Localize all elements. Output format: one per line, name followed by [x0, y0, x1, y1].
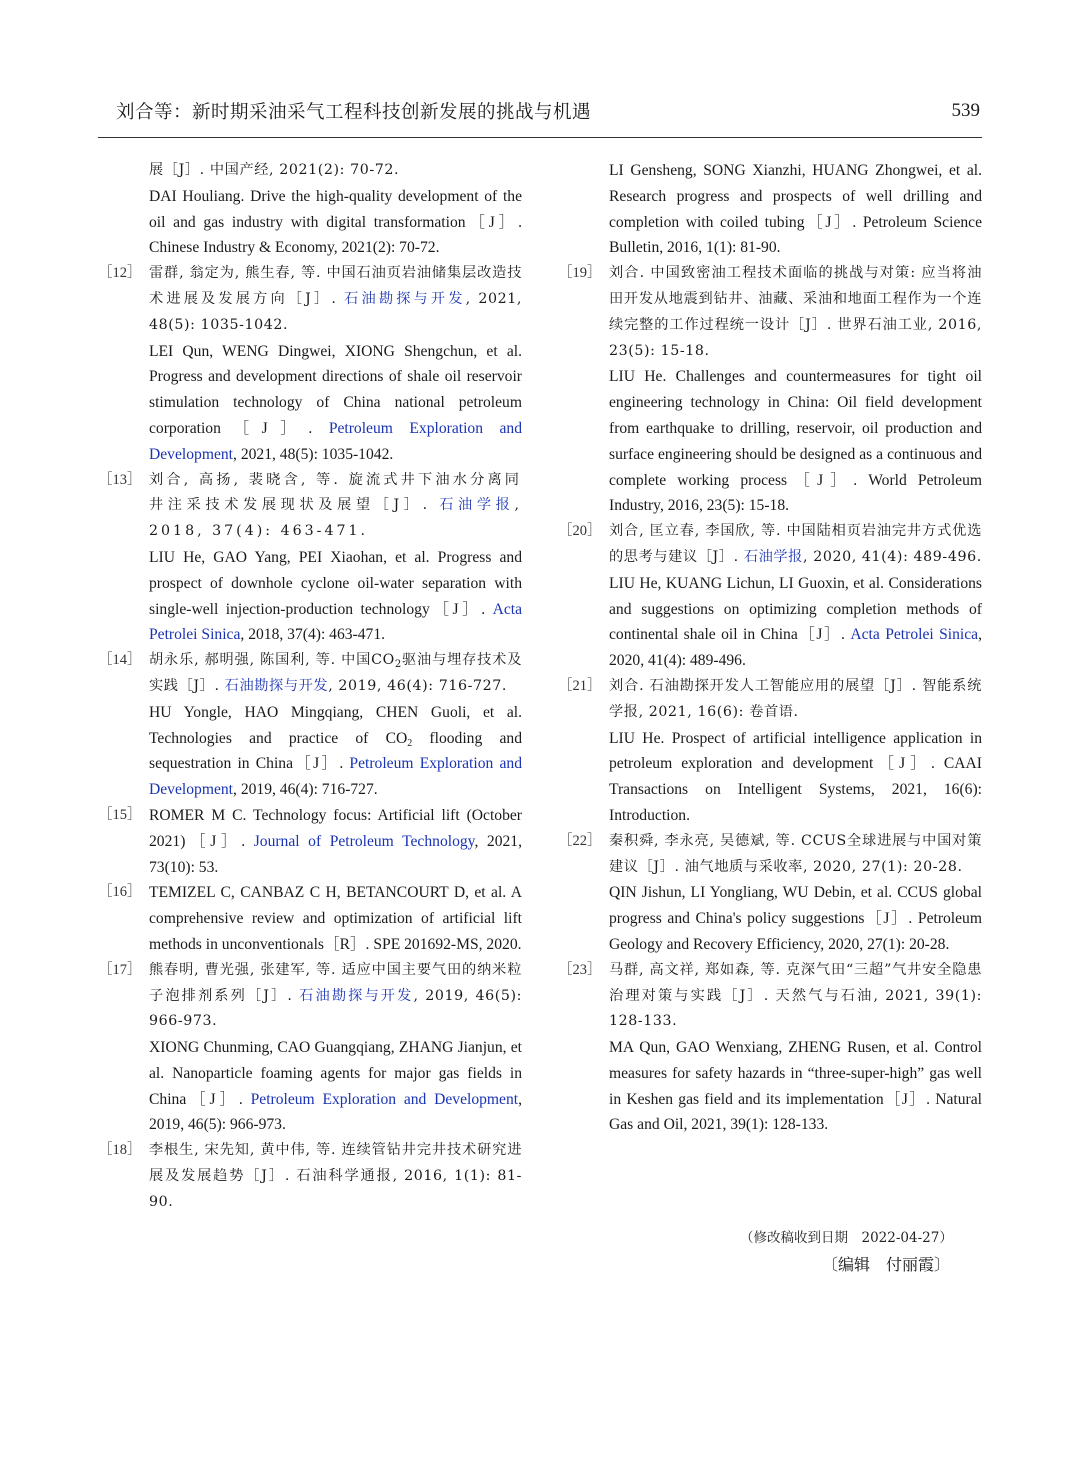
- reference-zh: 刘合. 石油勘探开发人工智能应用的展望［J］. 智能系统学报, 2021, 16(6): 卷首语.: [609, 677, 982, 720]
- reference-en: LIU He, KUANG Lichun, LI Guoxin, et al. Considerations and suggestions on optimizing completion methods of continental shale oil in China［J］. Acta Petrolei Sinica, 2020, 41(4): 489-496.: [609, 574, 982, 670]
- reference-en: LIU He. Challenges and countermeasures for tight oil engineering technology in China: Oil field development from earthquake to drilling, reservoir, oil production and surface engineering should be designed as a continuous and complete working process［J］. World Petroleum Industry, 2016, 23(5): 15-18.: [609, 368, 982, 515]
- editor-credit: 〔编辑 付丽霞〕: [822, 1255, 951, 1274]
- reference-zh: 刘合. 中国致密油工程技术面临的挑战与对策: 应当将油田开发从地震到钻井、油藏、采油和地面工程作为一个连续完整的工作过程统一设计［J］. 世界石油工业, 2016, 23(5): 15-18.: [609, 265, 982, 359]
- reference-en: LEI Qun, WENG Dingwei, XIONG Shengchun, et al. Progress and development directions of shale oil reservoir stimulation technology of China national petroleum corporation［J］. Petroleum Exploration and Development, 2021, 48(5): 1035-1042.: [149, 342, 522, 463]
- reference-11-continued: [98, 158, 522, 261]
- reference-number: ［15］: [98, 806, 142, 823]
- reference-number: ［17］: [98, 961, 142, 978]
- journal-link[interactable]: Acta Petrolei Sinica: [149, 600, 522, 644]
- reference-en: LIU He. Prospect of artificial intelligence application in petroleum exploration and development［J］. CAAI Transactions on Intelligent Systems, 2021, 16(6): Introduction.: [609, 729, 982, 824]
- reference-number: ［13］: [98, 471, 142, 488]
- reference-19: [558, 261, 982, 519]
- page-number: 539: [951, 100, 980, 121]
- journal-link[interactable]: 石油学报: [743, 548, 803, 565]
- reference-en: HU Yongle, HAO Mingqiang, CHEN Guoli, et al. Technologies and practice of $CO_2$ flooding and sequestration in China［J］. Petroleum Exploration and Development, 2019, 46(4): 716-727.: [149, 703, 522, 799]
- reference-number: ［14］: [98, 652, 142, 669]
- reference-number: ［22］: [558, 832, 602, 849]
- reference-zh: 秦积舜, 李永亮, 吴德斌, 等. CCUS全球进展与中国对策建议［J］. 油气地质与采收率, 2020, 27(1): 20-28.: [609, 832, 982, 875]
- reference-zh: 展［J］. 中国产经, 2021(2): 70-72.: [149, 162, 400, 178]
- reference-20: [558, 519, 982, 674]
- reference-17: [98, 958, 522, 1139]
- reference-number: ［21］: [558, 677, 602, 694]
- reference-number: ［20］: [558, 523, 602, 540]
- journal-link[interactable]: 石油勘探与开发: [299, 987, 414, 1004]
- right-column: [558, 158, 982, 1138]
- reference-number: ［16］: [98, 884, 142, 901]
- journal-link[interactable]: Petroleum Exploration and Development: [250, 1090, 519, 1108]
- reference-zh: 马群, 高文祥, 郑如森, 等. 克深气田“三超”气井安全隐患治理对策与实践［J］. 天然气与石油, 2021, 39(1): 128-133.: [609, 961, 982, 1030]
- journal-link[interactable]: Journal of Petroleum Technology: [253, 832, 475, 850]
- journal-link[interactable]: 石油勘探与开发: [224, 677, 329, 694]
- journal-link[interactable]: Petroleum Exploration and Development: [149, 755, 522, 799]
- reference-zh: 胡永乐, 郝明强, 陈国利, 等. 中国$CO_2$驱油与埋存技术及实践［J］. 石油勘探与开发, 2019, 46(4): 716-727.: [149, 652, 522, 694]
- reference-en: DAI Houliang. Drive the high-quality development of the oil and gas industry with digital transformation［J］. Chinese Industry & Economy, 2021(2): 70-72.: [149, 187, 522, 257]
- reference-13: [98, 468, 522, 649]
- reference-18-continued: [558, 158, 982, 261]
- reference-number: ［19］: [558, 265, 602, 282]
- reference-16: [98, 880, 522, 957]
- reference-zh: 熊春明, 曹光强, 张建军, 等. 适应中国主要气田的纳米粒子泡排剂系列［J］. 石油勘探与开发, 2019, 46(5): 966-973.: [149, 961, 523, 1030]
- reference-en: QIN Jishun, LI Yongliang, WU Debin, et al. CCUS global progress and China's policy suggestions［J］. Petroleum Geology and Recovery Efficiency, 2020, 27(1): 20-28.: [609, 884, 982, 953]
- reference-en: MA Qun, GAO Wenxiang, ZHENG Rusen, et al. Control measures for safety hazards in “three-super-high” gas well in Keshen gas field and its implementation［J］. Natural Gas and Oil, 2021, 39(1): 128-133.: [609, 1039, 982, 1134]
- reference-en: ROMER M C. Technology focus: Artificial lift (October 2021)［J］. Journal of Petroleum Technology, 2021, 73(10): 53.: [149, 806, 522, 876]
- reference-number: ［18］: [98, 1142, 142, 1159]
- reference-18: [98, 1138, 522, 1215]
- reference-14: [98, 648, 522, 803]
- reference-en: LI Gensheng, SONG Xianzhi, HUANG Zhongwei, et al. Research progress and prospects of well drilling and completion with coiled tubing［J］. Petroleum Science Bulletin, 2016, 1(1): 81-90.: [609, 162, 982, 257]
- reference-number: ［23］: [558, 961, 602, 978]
- reference-en: TEMIZEL C, CANBAZ C H, BETANCOURT D, et al. A comprehensive review and optimization of artificial lift methods in unconventionals［R］. SPE 201692-MS, 2020.: [149, 884, 522, 953]
- reference-en: XIONG Chunming, CAO Guangqiang, ZHANG Jianjun, et al. Nanoparticle foaming agents for major gas fields in China［J］. Petroleum Exploration and Development, 2019, 46(5): 966-973.: [149, 1039, 523, 1134]
- reference-12: [98, 261, 522, 467]
- journal-link[interactable]: Petroleum Exploration and Development: [149, 419, 522, 463]
- journal-link[interactable]: 石油学报: [439, 497, 515, 514]
- reference-zh: 雷群, 翁定为, 熊生春, 等. 中国石油页岩油储集层改造技术进展及发展方向［J］. 石油勘探与开发, 2021, 48(5): 1035-1042.: [149, 265, 522, 333]
- reference-zh: 刘合, 高扬, 裴晓含, 等. 旋流式井下油水分离同井注采技术发展现状及展望［J］. 石油学报, 2018, 37(4): 463-471.: [149, 471, 522, 540]
- journal-link[interactable]: 石油勘探与开发: [344, 290, 466, 307]
- reference-22: [558, 829, 982, 958]
- reference-zh: 刘合, 匡立春, 李国欣, 等. 中国陆相页岩油完井方式优选的思考与建议［J］. 石油学报, 2020, 41(4): 489-496.: [609, 523, 982, 565]
- running-header: [98, 92, 982, 138]
- reference-23: [558, 958, 982, 1139]
- reference-15: [98, 803, 522, 880]
- journal-link[interactable]: Acta Petrolei Sinica: [850, 626, 979, 644]
- left-column: [98, 158, 522, 1216]
- reference-21: [558, 674, 982, 829]
- reference-en: LIU He, GAO Yang, PEI Xiaohan, et al. Progress and prospect of downhole cyclone oil-water separation with single-well injection-production technology［J］. Acta Petrolei Sinica, 2018, 37(4): 463-471.: [149, 548, 522, 644]
- received-date: （修改稿收到日期 2022-04-27）: [740, 1230, 953, 1246]
- reference-zh: 李根生, 宋先知, 黄中伟, 等. 连续管钻井完井技术研究进展及发展趋势［J］. 石油科学通报, 2016, 1(1): 81-90.: [149, 1142, 522, 1210]
- reference-number: ［12］: [98, 265, 142, 282]
- running-title: 刘合等：新时期采油采气工程科技创新发展的挑战与机遇: [116, 102, 592, 123]
